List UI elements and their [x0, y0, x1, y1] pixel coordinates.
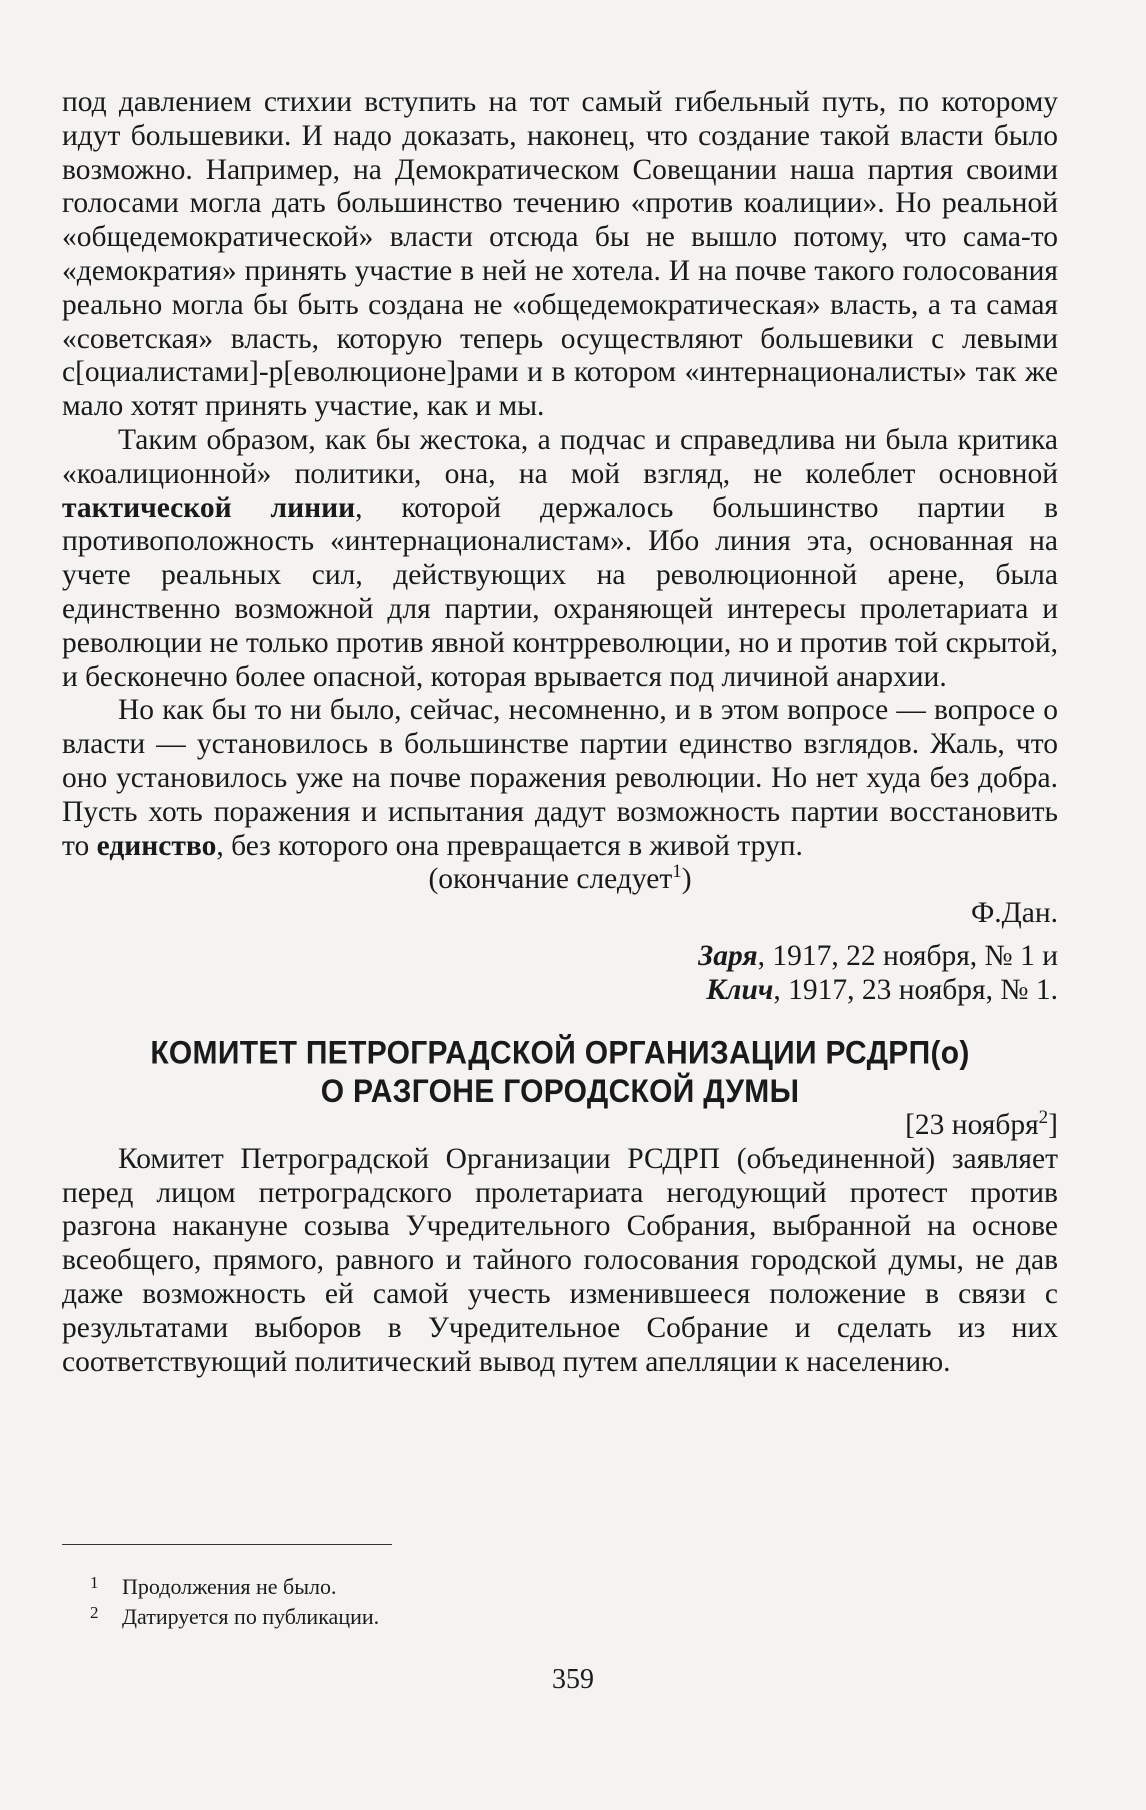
source-line-1 — [62, 939, 1058, 973]
source-2-details: , 1917, 23 ноября, № 1. — [773, 973, 1058, 1006]
footnote-1-number: 1 — [90, 1573, 99, 1592]
author-signature: Ф.Дан. — [970, 897, 1058, 930]
footnote-divider — [62, 1544, 392, 1545]
section-heading — [62, 1034, 1058, 1112]
paragraph-2-start: Таким образом, как бы жестока, а подчас и справедлива ни была критика «коалиционной» политики, она, на мой взгляд, не колеблет основной — [62, 423, 1058, 490]
paragraph-2 — [62, 424, 1058, 694]
footnotes — [62, 1572, 1058, 1632]
source-1-details: , 1917, 22 ноября, № 1 и — [757, 939, 1058, 972]
footnote-1 — [62, 1572, 1058, 1602]
continuation-text: (окончание следует — [428, 863, 673, 896]
footnote-1-text: Продолжения не было. — [122, 1574, 337, 1599]
paragraph-3-emphasis: единство — [96, 829, 217, 862]
paragraph-3 — [62, 694, 1058, 863]
source-1-name: Заря — [698, 939, 758, 972]
heading-line-2: О РАЗГОНЕ ГОРОДСКОЙ ДУМЫ — [320, 1074, 800, 1110]
footnote-2 — [62, 1602, 1058, 1632]
paragraph-2-end: , которой держалось большинство партии в противоположность «интернационалистам». Ибо линия эта, основанная на учете реальных сил, действующих на революционной арене, была единственно возможной для партии, охраняющей интересы пролетариата и революции не только против явной контрреволюции, но и против той скрытой, и бесконечно более опасной, которая врывается под личиной анархии. — [62, 491, 1058, 693]
footnote-ref-1[interactable]: 1 — [672, 861, 682, 883]
paragraph-3-start: Но как бы то ни было, сейчас, несомненно, и в этом вопросе — вопросе о власти — установилось в большинстве партии единство взглядов. Жаль, что оно установилось уже на почве поражения революции. Но нет худа без добра. Пусть хоть поражения и испытания дадут возможность партии восстановить то — [62, 694, 1058, 862]
source-citation — [62, 939, 1058, 1007]
statement-body: Комитет Петроградской Организации РСДРП (объединенной) заявляет перед лицом петроградского пролетариата негодующий протест против разгона накануне созыва Учредительного Собрания, выбранной на основе всеобщего, прямого, равного и тайного голосования городской думы, не дав даже возможность ей самой учесть изменившееся положение в связи с результатами выборов в Учредительное Собрание и сделать из них соответствующий политический вывод путем апелляции к населению. — [62, 1142, 1058, 1378]
date-text: [23 ноября — [905, 1108, 1039, 1141]
source-line-2 — [62, 973, 1058, 1007]
footnote-2-text: Датируется по публикации. — [122, 1604, 380, 1629]
date-close: ] — [1048, 1108, 1058, 1141]
paragraph-3-end: , без которого она превращается в живой труп. — [216, 829, 803, 862]
paragraph-2-emphasis: тактической линии — [62, 491, 356, 524]
page-number: 359 — [552, 1664, 594, 1695]
continuation-close: ) — [681, 863, 692, 896]
continuation-note — [62, 863, 1058, 897]
paragraph-1: под давлением стихии вступить на тот самый гибельный путь, по которому идут большевики. И надо доказать, наконец, что создание такой власти было возможно. Например, на Демократическом Совещании наша партия своими голосами могла дать большинство течению «против коалиции». Но реальной «общедемократической» власти отсюда бы не вышло потому, что сама-то «демократия» принять участие в ней не хотела. И на почве такого голосования реально могла бы быть создана не «общедемократическая» власть, а та самая «советская» власть, которую теперь осуществляют большевики с левыми с[оциалистами]-р[еволюционе]рами и в котором «интернационалисты» так же мало хотят принять участие, как и мы. — [62, 86, 1058, 423]
document-date — [62, 1109, 1058, 1143]
footnote-2-number: 2 — [90, 1603, 99, 1622]
main-text — [62, 86, 1058, 1379]
footnote-ref-2[interactable]: 2 — [1038, 1107, 1049, 1129]
heading-line-1: КОМИТЕТ ПЕТРОГРАДСКОЙ ОРГАНИЗАЦИИ РСДРП(о) — [150, 1035, 970, 1071]
source-2-name: Клич — [706, 973, 774, 1006]
